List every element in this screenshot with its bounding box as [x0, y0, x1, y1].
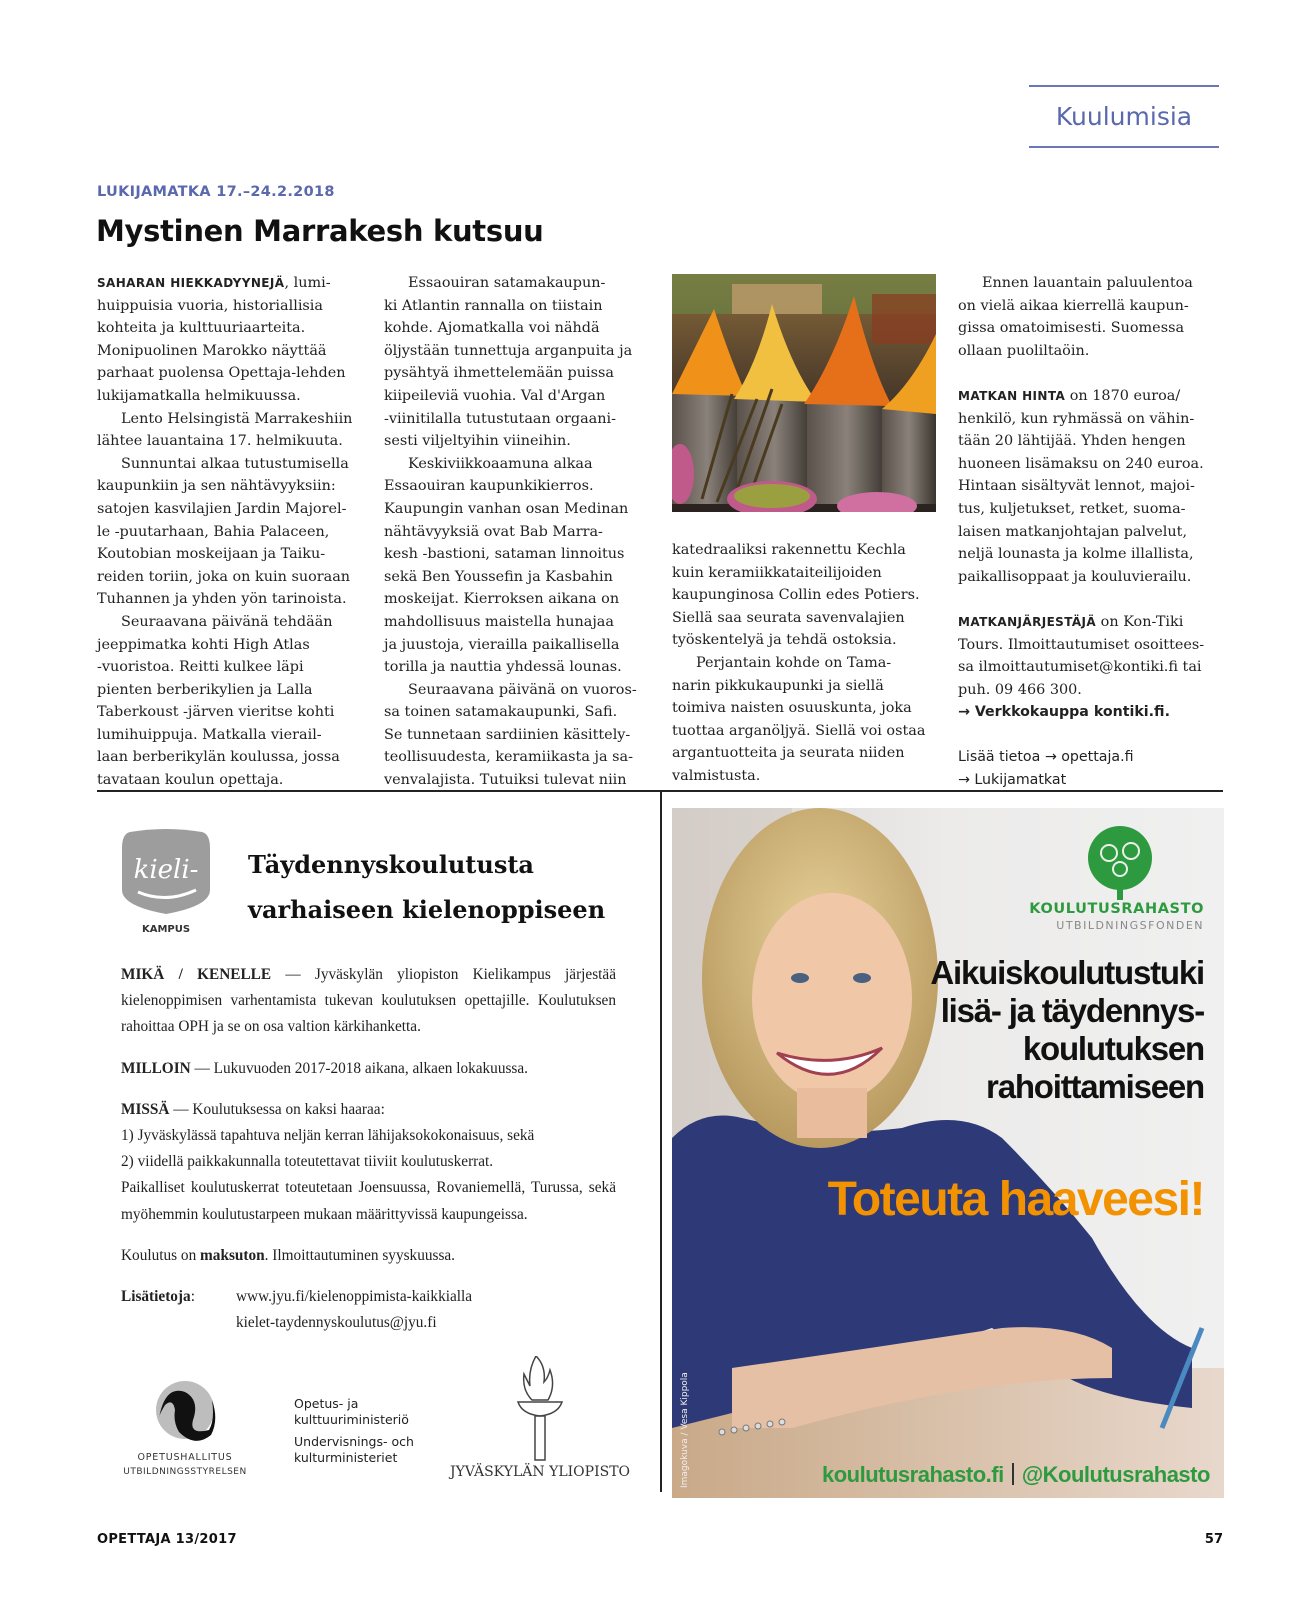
issue-label: OPETTAJA 13/2017	[97, 1532, 237, 1547]
article-kicker: LUKIJAMATKA 17.–24.2.2018	[97, 184, 335, 200]
brand-name: KOULUTUSRAHASTO	[1029, 901, 1204, 917]
text-line: lukijamatkalla helmikuussa.	[97, 387, 301, 404]
organizer-text	[958, 634, 1223, 702]
text-line: Koutobian moskeijaan ja Taiku-	[97, 546, 326, 563]
text-line: nähtävyyksiä ovat Bab Marra-	[384, 523, 603, 540]
info-label: Lisätietoja	[121, 1288, 191, 1306]
text-line: -viinitilalla tutustutaan orgaani-	[384, 410, 616, 427]
text-line: Essaouiran kaupunkikierros.	[384, 478, 594, 495]
info-label-cell	[121, 1284, 236, 1336]
ad-title-line-2: varhaiseen kielenoppiseen	[248, 895, 606, 924]
milloin-paragraph	[121, 1056, 616, 1082]
text-line: satojen kasvilajien Jardin Majorel-	[97, 500, 347, 517]
article-headline: Mystinen Marrakesh kutsuu	[96, 214, 544, 248]
text-line: argantuotteita ja seurata niiden	[672, 745, 905, 762]
text-line: työskentelyä ja tehdä ostoksia.	[672, 632, 897, 649]
text-line: mahdollisuus maistella hunajaa	[384, 613, 614, 630]
more-info-link[interactable]: Lisää tietoa → opettaja.fi	[958, 749, 1134, 766]
text-line: tään 20 lähtijää. Yhden hengen	[958, 433, 1186, 450]
text-line: valmistusta.	[672, 767, 761, 784]
text-line: Hintaan sisältyvät lennot, majoi-	[958, 478, 1195, 495]
missa-paragraph	[121, 1097, 616, 1123]
text-line: sekä Ben Youssefin ja Kasbahin	[384, 568, 613, 585]
spice-market-photo	[672, 274, 936, 512]
text-line: kohteita ja kulttuuriaarteita.	[97, 320, 306, 337]
okm-sv-1: Undervisnings- och	[294, 1434, 414, 1449]
article-column-1	[97, 272, 359, 792]
ad-body	[121, 962, 616, 1336]
col1-first-line	[97, 272, 359, 295]
text-line: Taberkoust -järven vieritse kohti	[97, 704, 335, 721]
okm-fi-2: kulttuuriministeriö	[294, 1412, 409, 1427]
text-line: katedraaliksi rakennettu Kechla	[672, 542, 906, 558]
text-line: Keskiviikkoaamuna alkaa	[408, 455, 593, 472]
text: — Jyväskylän yliopiston Kielikampus järjestää kielenoppimisen varhentamista tukevan koulutuksen opettajille. Koulutuksen rahoittaa OPH ja se on osa valtion kärkihanketta.	[121, 966, 616, 1036]
text-line: lähtee lauantaina 17. helmikuuta.	[97, 433, 343, 450]
text-line: lumihuippuja. Matkalla vierail-	[97, 726, 322, 743]
text-line: pienten berberikylien ja Lalla	[97, 681, 313, 698]
text-line: kaupunkiin ja sen nähtävyyksiin:	[97, 478, 336, 495]
text: — Koulutuksessa on kaksi haaraa:	[169, 1100, 385, 1118]
col1-p3	[97, 453, 359, 611]
jyu-name: JYVÄSKYLÄN YLIOPISTO	[449, 1464, 631, 1480]
text: , lumi-	[284, 275, 331, 291]
text-line: le -puutarhaan, Bahia Palaceen,	[97, 523, 330, 540]
info-email[interactable]: kielet-taydennyskoulutus@jyu.fi	[236, 1314, 437, 1332]
text-line: kaupunginosa Collin edes Potiers.	[672, 587, 920, 604]
text-line: kohde. Ajomatkalla voi nähdä	[384, 320, 600, 337]
ad-url[interactable]: koulutusrahasto.fi	[822, 1462, 1004, 1487]
text-line: Tuhannen ja yhden yön tarinoista.	[97, 591, 347, 608]
logo-text: kieli-	[133, 855, 199, 885]
text-line: Seuraavana päivänä on vuoros-	[408, 681, 637, 698]
opetushallitus-logo	[115, 1380, 255, 1480]
okm-logo	[294, 1396, 444, 1466]
jyu-logo	[440, 1356, 640, 1481]
text: Koulutus on	[121, 1246, 201, 1264]
text: — Lukuvuoden 2017-2018 aikana, alkaen lokakuussa.	[190, 1059, 529, 1077]
info-url[interactable]: www.jyu.fi/kielenoppimista-kaikkialla	[236, 1288, 473, 1306]
text-line: ja juustoja, vierailla paikallisella	[384, 636, 620, 653]
shop-link[interactable]: → Verkkokauppa kontiki.fi.	[958, 704, 1170, 721]
price-text	[958, 408, 1223, 589]
text: . Ilmoittautuminen syyskuussa.	[264, 1246, 456, 1264]
text-line: reiden toriin, joka on kuin suoraan	[97, 568, 351, 585]
mika-paragraph	[121, 962, 616, 1041]
label: MILLOIN	[121, 1059, 191, 1077]
kielikampus-logo	[120, 828, 212, 938]
text-line: -vuoristoa. Reitti kulkee läpi	[97, 659, 304, 676]
missa-item-1: 1) Jyväskylässä tapahtuva neljän kerran lähijaksokokonaisuus, sekä	[121, 1127, 535, 1145]
text-line: sa ilmoittautumiset@kontiki.fi tai	[958, 659, 1202, 676]
text-line: huoneen lisämaksu on 240 euroa.	[958, 455, 1204, 472]
text-line: on vielä aikaa kierrellä kaupun-	[958, 297, 1189, 314]
col2-p1	[384, 272, 646, 453]
text-line: laan berberikylän koulussa, jossa	[97, 749, 340, 766]
text-line: puh. 09 466 300.	[958, 681, 1082, 698]
headline-line: lisä- ja täydennys-	[940, 992, 1204, 1029]
price-first-line	[958, 385, 1223, 408]
col2-p2	[384, 453, 646, 679]
text-line: teollisuudesta, keramiikasta ja sa-	[384, 749, 633, 766]
text-line: ollaan puoliltaöin.	[958, 342, 1090, 359]
article-column-4	[958, 272, 1223, 792]
text-line: Ennen lauantain paluulentoa	[982, 275, 1193, 291]
ad-contact	[822, 1462, 1210, 1488]
text-line: kiipeileviä vuohia. Val d'Argan	[384, 387, 606, 404]
label: MISSÄ	[121, 1100, 170, 1118]
text-line: kuin keramiikkataiteilijoiden	[672, 564, 882, 581]
text-line: laisen matkanjohtajan palvelut,	[958, 523, 1188, 540]
article-column-2	[384, 272, 646, 792]
ad-title-line-1: Täydennyskoulutusta	[248, 850, 534, 879]
ad-title	[248, 842, 605, 932]
organizer-lead: MATKANJÄRJESTÄJÄ	[958, 614, 1097, 629]
text-line: paikallisoppaat ja kouluvierailu.	[958, 568, 1192, 585]
text: on Kon-Tiki	[1096, 613, 1184, 630]
col1-p2	[97, 408, 359, 453]
text-line: tavataan koulun opettaja.	[97, 772, 284, 789]
col1-p4	[97, 611, 359, 792]
logo-sub: KAMPUS	[141, 924, 191, 935]
oph-name-sv: UTBILDNINGSSTYRELSEN	[123, 1467, 247, 1477]
col3-p2	[672, 652, 934, 788]
separator	[1012, 1463, 1014, 1485]
text-line: Tours. Ilmoittautumiset osoittees-	[958, 636, 1205, 653]
missa-local: Paikalliset koulutuskerrat toteutetaan Joensuussa, Rovaniemellä, Turussa, sekä myöhemmin koulutustarpeen mukaan määrittyvissä kaupungeissa.	[121, 1179, 616, 1223]
col4-p1	[958, 272, 1223, 362]
text-line: ki Atlantin rannalla on tiistain	[384, 297, 603, 314]
text-line: sesti viljeltyihin viineihin.	[384, 433, 571, 450]
brand-sub: UTBILDNINGSFONDEN	[1056, 919, 1204, 932]
text-line: öljystään tunnettuja arganpuita ja	[384, 342, 633, 359]
text: on 1870 euroa/	[1065, 387, 1181, 404]
text-line: Kaupungin vanhan osan Medinan	[384, 500, 629, 517]
photo-credit	[680, 1372, 696, 1488]
text-line: tuottaa arganöljyä. Siellä voi ostaa	[672, 722, 926, 739]
text-line: narin pikkukaupunki ja siellä	[672, 677, 884, 694]
text-line: kesh -bastioni, sataman linnoitus	[384, 546, 625, 563]
info-links	[236, 1284, 472, 1336]
text-line: parhaat puolensa Opettaja-lehden	[97, 365, 346, 382]
text-line: Lento Helsingistä Marrakeshiin	[121, 410, 353, 427]
col2-p3	[384, 679, 646, 792]
info-row	[121, 1284, 616, 1336]
oph-name: OPETUSHALLITUS	[137, 1452, 233, 1463]
text-line: neljä lounasta ja kolme illallista,	[958, 546, 1194, 563]
free-paragraph	[121, 1243, 616, 1269]
credit-text: Imagokuva / Vesa Kippola	[680, 1372, 690, 1488]
more-info-link-2[interactable]: → Lukijamatkat	[958, 772, 1067, 789]
section-label: Kuulumisia	[1055, 102, 1193, 131]
text-line: moskeijat. Kierroksen aikana on	[384, 591, 620, 608]
article-column-3	[672, 539, 934, 788]
ad-slogan: Toteuta haaveesi!	[827, 1173, 1204, 1226]
text-line: tus, kuljetukset, retket, suoma-	[958, 500, 1186, 517]
section-tag	[1029, 85, 1219, 148]
free-bold: maksuton	[200, 1246, 265, 1264]
text-line: Essaouiran satamakaupun-	[408, 275, 606, 291]
headline-line: Aikuiskoulutustuki	[930, 954, 1204, 991]
okm-fi-1: Opetus- ja	[294, 1396, 359, 1411]
text-line: Sunnuntai alkaa tutustumisella	[121, 455, 349, 472]
text-line: Siellä saa seurata savenvalajien	[672, 609, 905, 626]
text-line: toimiva naisten osuuskunta, joka	[672, 700, 912, 717]
label: MIKÄ / KENELLE	[121, 966, 272, 983]
colon: :	[190, 1288, 195, 1306]
headline-line: rahoittamiseen	[986, 1068, 1204, 1105]
text-line: venvalajista. Tutuiksi tulevat niin	[384, 772, 627, 789]
price-lead: MATKAN HINTA	[958, 388, 1066, 403]
koulutusrahasto-ad[interactable]	[672, 808, 1224, 1498]
missa-item-2: 2) viidellä paikkakunnalla toteutettavat tiiviit koulutuskerrat.	[121, 1153, 494, 1171]
text-line: huippuisia vuoria, historiallisia	[97, 297, 323, 314]
text-line: gissa omatoimisesti. Suomessa	[958, 320, 1185, 337]
page-number: 57	[1204, 1532, 1223, 1547]
text-line: torilla ja nauttia yhdessä lounas.	[384, 659, 622, 676]
headline-line: koulutuksen	[1022, 1030, 1204, 1067]
lead-in: SAHARAN HIEKKADYYNEJÄ	[97, 276, 285, 290]
ad-divider	[660, 792, 662, 1492]
text-line: Se tunnetaan sardiinien käsittely-	[384, 726, 631, 743]
text-line: Perjantain kohde on Tama-	[696, 654, 892, 671]
text-line: pysähtyä ihmettelemään puissa	[384, 365, 614, 382]
organizer-first-line	[958, 611, 1223, 634]
text-line: Seuraavana päivänä tehdään	[121, 613, 333, 630]
text-line: jeeppimatka kohti High Atlas	[97, 636, 310, 653]
col3-p1	[672, 539, 934, 652]
text-line: henkilö, kun ryhmässä on vähin-	[958, 410, 1195, 427]
ad-handle[interactable]: @Koulutusrahasto	[1021, 1462, 1210, 1487]
okm-sv-2: kulturministeriet	[294, 1450, 398, 1465]
ad-headline	[882, 954, 1204, 1106]
text-line: sa toinen satamakaupunki, Safi.	[384, 704, 618, 721]
col1-p1	[97, 295, 359, 408]
text-line: Monipuolinen Marokko näyttää	[97, 342, 327, 359]
